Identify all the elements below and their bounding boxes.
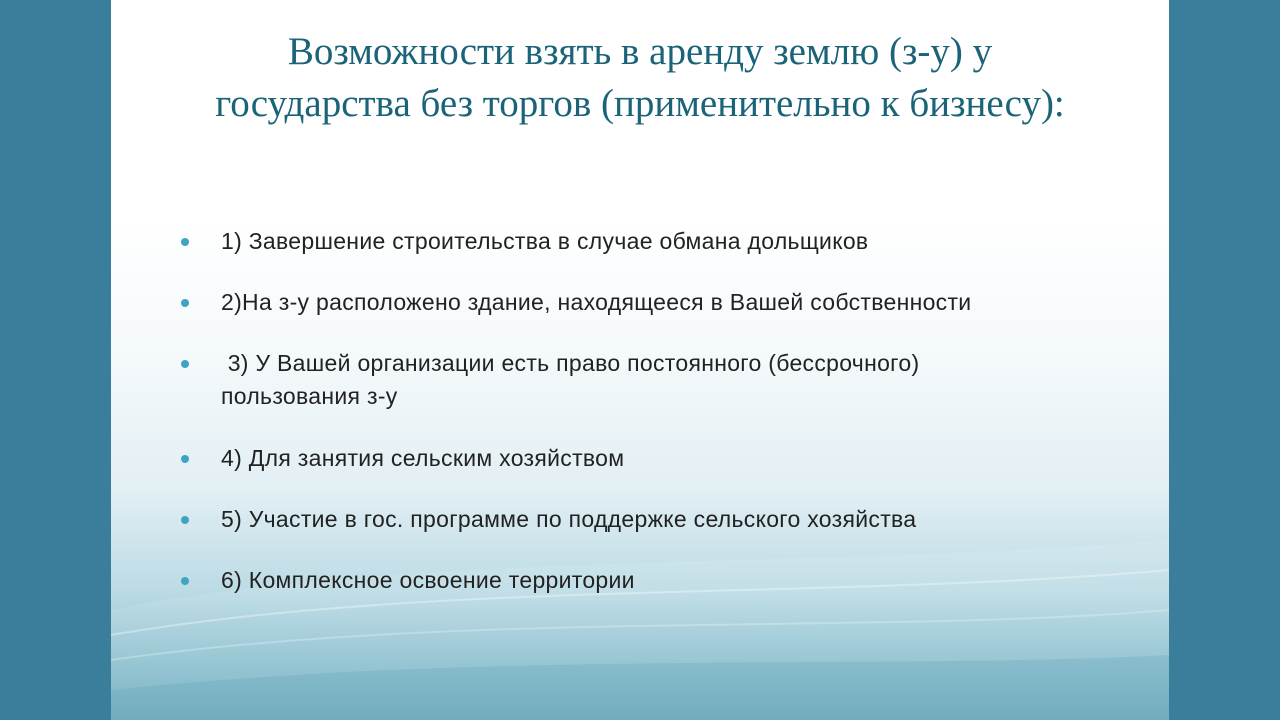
slide (111, 0, 1169, 720)
list-item (181, 442, 1141, 475)
slide-title-line-1: Возможности взять в аренду землю (з-у) у (287, 30, 993, 73)
list-item (181, 564, 1141, 597)
list-item (181, 503, 1141, 536)
bullet-icon (181, 360, 189, 368)
list-item-text: 2)На з-у расположено здание, находящееся в Вашей собственности (221, 289, 972, 315)
list-item-text: 1) Завершение строительства в случае обмана дольщиков (221, 228, 869, 254)
bullet-icon (181, 299, 189, 307)
bullet-icon (181, 238, 189, 246)
list-item-text: 3) У Вашей организации есть право постоянного (бессрочного) пользования з-у (221, 350, 927, 409)
bullet-icon (181, 577, 189, 585)
list-item-text: 4) Для занятия сельским хозяйством (221, 445, 625, 471)
bullet-icon (181, 455, 189, 463)
list-item-text: 6) Комплексное освоение территории (221, 567, 635, 593)
list-item (181, 347, 1141, 413)
list-item (181, 286, 1141, 319)
slide-title-line-2: государства без торгов (применительно к бизнесу): (215, 82, 1065, 125)
bullet-icon (181, 516, 189, 524)
slide-title (111, 26, 1169, 130)
list-item (181, 225, 1141, 258)
list-item-text: 5) Участие в гос. программе по поддержке сельского хозяйства (221, 506, 917, 532)
